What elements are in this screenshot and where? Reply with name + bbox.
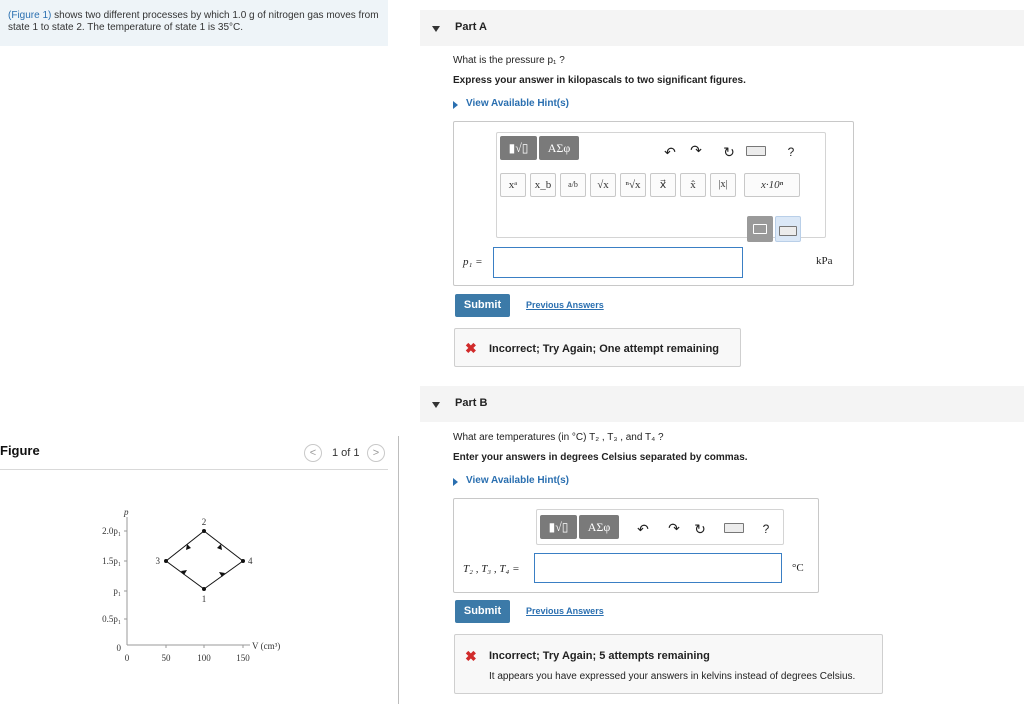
x-tick-label: 150 (236, 653, 250, 663)
part-b-feedback-detail: It appears you have expressed your answers in kelvins instead of degrees Celsius. (489, 671, 856, 682)
backspace-icon (753, 224, 767, 234)
x-tick-label: 0 (124, 653, 130, 663)
help-icon[interactable]: ? (762, 522, 770, 536)
part-a-question: What is the pressure p₁ ? (453, 55, 565, 66)
part-b-unit: °C (792, 562, 804, 574)
reset-icon[interactable]: ↻ (723, 144, 735, 160)
subscript-button[interactable]: x_b (530, 173, 556, 197)
part-a-instruction: Express your answer in kilopascals to two significant figures. (453, 75, 746, 86)
unit-vector-button[interactable]: x̂ (680, 173, 706, 197)
process-3-2 (166, 531, 204, 561)
pane-divider (398, 436, 399, 704)
scientific-notation-button[interactable]: x·10ⁿ (744, 173, 800, 197)
figure-title: Figure (0, 443, 40, 458)
part-a-title: Part A (455, 21, 487, 33)
part-b-feedback-title: Incorrect; Try Again; 5 attempts remaining (489, 650, 710, 662)
part-a-feedback (454, 328, 741, 367)
part-a-hint-label: View Available Hint(s) (466, 98, 569, 109)
process-1-3 (166, 561, 204, 589)
part-b-feedback (454, 634, 883, 694)
x-tick-label: 50 (161, 653, 171, 663)
state-label-3: 3 (155, 556, 160, 566)
state-point-1 (202, 587, 206, 591)
help-icon[interactable]: ? (787, 145, 795, 159)
x-tick-label: 100 (197, 653, 211, 663)
error-x-icon: ✖ (465, 340, 477, 356)
prev-figure-button[interactable] (304, 444, 322, 462)
chevron-right-icon: > (372, 447, 380, 459)
undo-icon[interactable]: ↶ (664, 144, 676, 160)
state-label-1: 1 (201, 594, 207, 604)
abs-value-button[interactable]: |x| (710, 173, 736, 197)
pv-diagram (80, 505, 310, 675)
part-a-answer-input[interactable] (493, 247, 743, 278)
y-tick-label: p₁ (113, 586, 121, 596)
part-b-input-label: T₂ , T₃ , T₄ = (463, 563, 520, 575)
y-axis-label: p (124, 507, 129, 517)
state-point-4 (241, 559, 245, 563)
x-axis-label: V (cm³) (252, 641, 281, 651)
part-a-unit: kPa (816, 255, 833, 267)
part-a-math-toolbar (496, 132, 826, 238)
part-b-math-toolbar (536, 509, 784, 545)
y-tick-label: 0 (116, 643, 121, 653)
state-point-3 (164, 559, 168, 563)
intro-text: shows two different processes by which 1.0 g of nitrogen gas moves from state 1 to state 2. The temperature of state 1 is 35°C. (8, 10, 379, 33)
problem-intro (0, 0, 388, 46)
error-x-icon: ✖ (465, 648, 477, 664)
part-b-answer-panel (453, 498, 819, 593)
keyboard-icon[interactable] (746, 146, 766, 156)
state-label-4: 4 (248, 556, 253, 566)
caret-right-icon (453, 478, 458, 486)
fraction-button[interactable]: a/b (560, 173, 586, 197)
nth-root-button[interactable]: ⁿ√x (620, 173, 646, 197)
state-label-2: 2 (201, 517, 207, 527)
next-figure-button[interactable] (367, 444, 385, 462)
undo-icon[interactable]: ↶ (637, 521, 649, 537)
collapse-caret-icon (432, 26, 440, 32)
part-a-input-label: p₁ = (463, 256, 483, 268)
vector-button[interactable]: x⃗ (650, 173, 676, 197)
process-4-2 (204, 531, 243, 561)
reset-icon[interactable]: ↻ (694, 521, 706, 537)
part-a-submit-button[interactable]: Submit (455, 294, 510, 317)
collapse-caret-icon (432, 402, 440, 408)
part-a-header[interactable] (420, 10, 1024, 46)
keyboard-icon[interactable] (724, 523, 744, 533)
symbols-button[interactable]: ΑΣφ (539, 136, 579, 160)
keyboard-icon (779, 226, 797, 236)
chevron-left-icon: < (309, 447, 317, 459)
part-b-header[interactable] (420, 386, 1024, 422)
sqrt-button[interactable]: √x (590, 173, 616, 197)
y-tick-label: 2.0p₁ (102, 526, 121, 536)
part-b-submit-button[interactable]: Submit (455, 600, 510, 623)
backspace-button[interactable] (747, 216, 773, 242)
y-tick-label: 1.5p₁ (102, 556, 121, 566)
templates-button[interactable]: ▮√▯ (500, 136, 537, 160)
part-b-hint-label: View Available Hint(s) (466, 475, 569, 486)
figure-link[interactable]: (Figure 1) (8, 10, 52, 21)
part-a-answer-panel (453, 121, 854, 286)
part-b-previous-answers-link[interactable]: Previous Answers (526, 606, 604, 616)
keyboard-toggle-button[interactable] (775, 216, 801, 242)
part-a-feedback-title: Incorrect; Try Again; One attempt remaining (489, 343, 720, 355)
part-b-instruction: Enter your answers in degrees Celsius separated by commas. (453, 452, 748, 463)
y-tick-label: 0.5p₁ (102, 614, 121, 624)
part-a-previous-answers-link[interactable]: Previous Answers (526, 300, 604, 310)
state-point-2 (202, 529, 206, 533)
figure-page-indicator: 1 of 1 (332, 447, 360, 459)
caret-right-icon (453, 101, 458, 109)
superscript-button[interactable]: xᵃ (500, 173, 526, 197)
symbols-button[interactable]: ΑΣφ (579, 515, 619, 539)
part-b-question: What are temperatures (in °C) T₂ , T₃ , and T₄ ? (453, 432, 664, 443)
templates-button[interactable]: ▮√▯ (540, 515, 577, 539)
part-b-answer-input[interactable] (534, 553, 782, 583)
redo-icon[interactable]: ↷ (668, 520, 680, 536)
redo-icon[interactable]: ↷ (690, 142, 702, 158)
part-b-title: Part B (455, 397, 488, 409)
figure-divider (0, 469, 388, 470)
